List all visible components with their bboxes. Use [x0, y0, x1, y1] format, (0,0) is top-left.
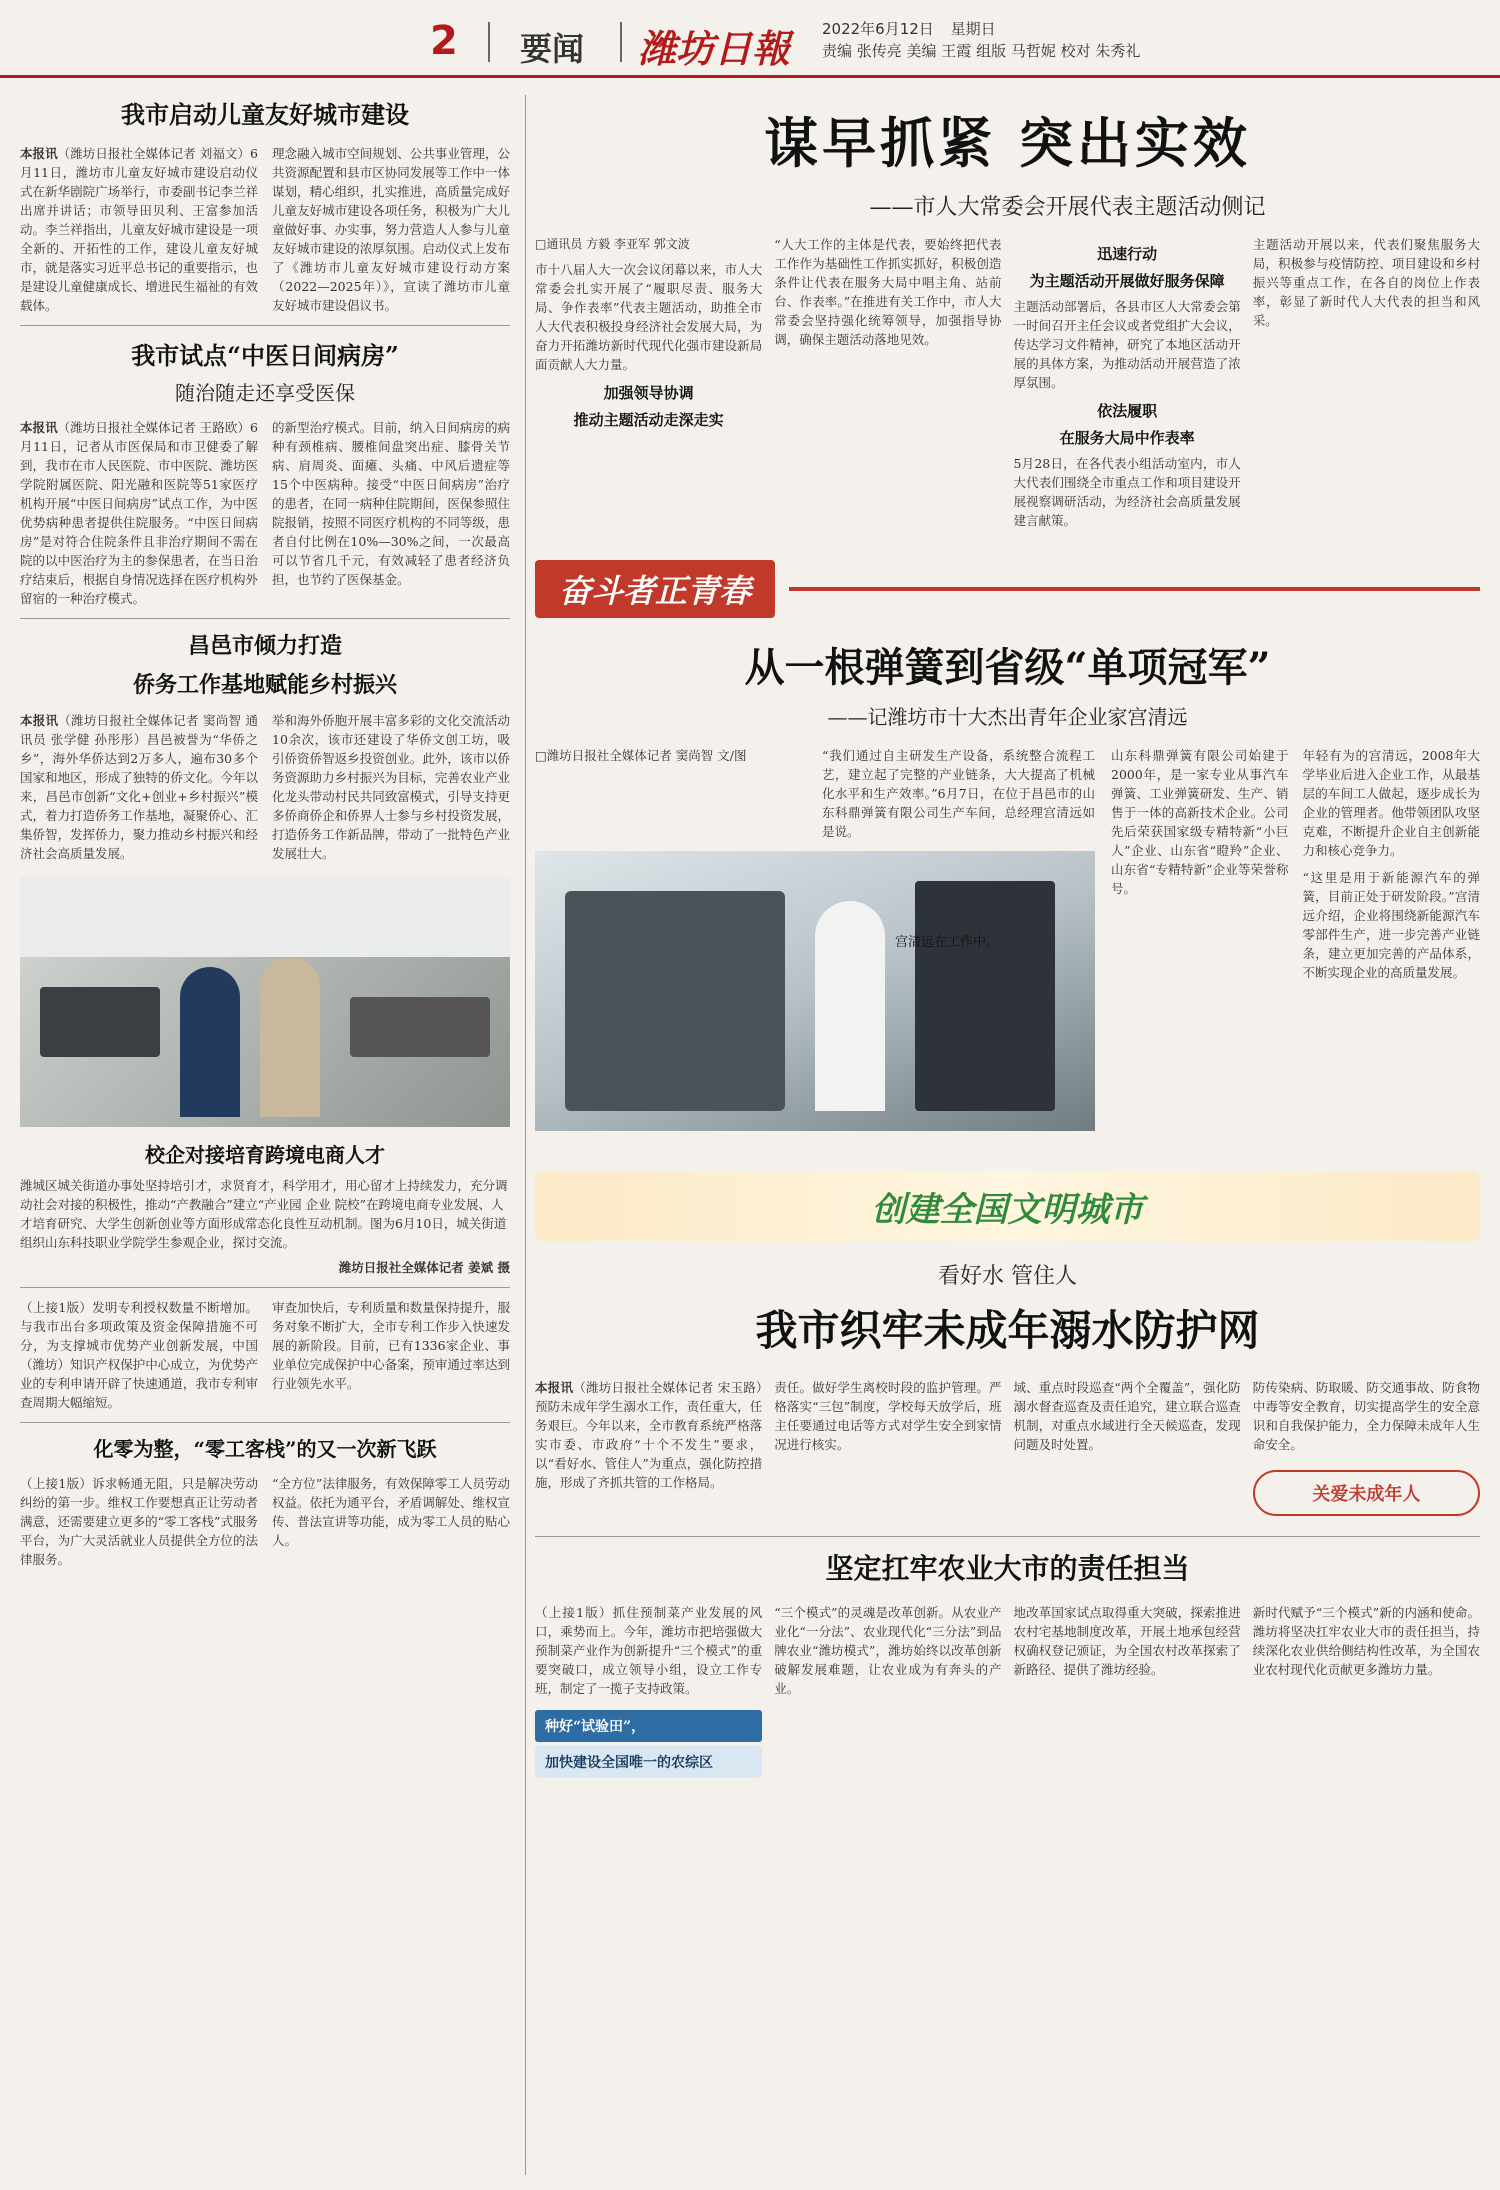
masthead	[0, 0, 1500, 78]
article-text-span: （潍坊日报社全媒体记者 宋玉路）预防未成年学生溺水工作，责任重大，任务艰巨。今年以来，全市教育系统严格落实市委、市政府“十个不发生”要求，以“看好水、管住人”为重点，强化防控措施，形成了齐抓共管的工作格局。	[535, 1380, 763, 1490]
section-heading: 为主题活动开展做好服务保障	[1029, 272, 1225, 290]
masthead-divider	[488, 22, 490, 62]
photo-desk	[350, 997, 490, 1057]
article-text: 市十八届人大一次会议闭幕以来，市人大常委会扎实开展了“履职尽责、服务大局、争作表率”代表主题活动，助推全市人大代表积极投身经济社会发展大局，为奋力开拓潍坊新时代现代化强市建设新局面贡献人大力量。	[535, 262, 763, 372]
article-text: （上接1版）抓住预制菜产业发展的风口，乘势而上。今年，潍坊市把培强做大预制菜产业作为创新提升“三个模式”的重要突破口，成立领导小组，设立工作专班，制定了一揽子支持政策。	[535, 1605, 763, 1696]
subheadline: ——市人大常委会开展代表主题活动侧记	[869, 195, 1266, 220]
news-photo	[535, 851, 1095, 1131]
article-gig-inn	[20, 1433, 510, 1569]
subheadline: ——记潍坊市十大杰出青年企业家宫清远	[827, 705, 1188, 729]
care-stamp: 关爱未成年人	[1253, 1470, 1480, 1516]
article-text-span: （潍坊日报社全媒体记者 刘福文）6月11日，潍坊市儿童友好城市建设启动仪式在新华剧院广场举行，市委副书记李兰祥出席并讲话；市领导田贝利、王富参加活动。李兰祥指出，儿童友好城市建设是一项全新的、开拓性的工作，建设儿童友好城市，就是落实习近平总书记的重要指示，也是建设儿童健康成长、增进民生福祉的有效载体。	[20, 146, 258, 313]
feature-col-4	[1253, 235, 1480, 530]
article-text: 主题活动开展以来，代表们聚焦服务大局，积极参与疫情防控、项目建设和乡村振兴等重点工作，在各自的岗位上作表率，彰显了新时代人大代表的担当和风采。	[1252, 237, 1480, 328]
photo-caption: 潍城区城关街道办事处坚持培引才，求贤育才，科学用才，用心留才上持续发力，充分调动社会对接的积极性，推动“产教融合”建立“产业园 企业 院校”在跨境电商专业发展、人才培育研究、大学生创新创业等方面形成常态化良性互动机制。图为6月10日，城关街道组织山东科技职业学院学生参观企业，探讨交流。	[20, 1178, 508, 1250]
article-text	[20, 711, 258, 863]
article-text: 年轻有为的宫清远，2008年大学毕业后进入企业工作，从最基层的车间工人做起，逐步成长为企业的管理者。他带领团队攻坚克难，不断提升企业自主创新能力和核心竞争力。	[1302, 748, 1480, 858]
headline: 坚定扛牢农业大市的责任担当	[825, 1552, 1190, 1585]
article-text: “三个模式”的灵魂是改革创新。从农业产业化“一分法”、农业现代化“三分法”到品牌农业“潍坊模式”，潍坊始终以改革创新破解发展难题，让农业成为有奔头的产业。	[774, 1605, 1002, 1696]
article-tcm-ward	[20, 336, 510, 608]
headline: 校企对接培育跨境电商人才	[145, 1143, 385, 1167]
article-text: “我们通过自主研发生产设备，系统整合流程工艺，建立起了完整的产业链条，大大提高了机械化水平和生产效率。”6月7日，在位于昌邑市的山东科鼎弹簧有限公司生产车间，总经理宫清远如是说。	[822, 748, 1095, 839]
headline: 从一根弹簧到省级“单项冠军”	[744, 644, 1271, 691]
section-heading: 推动主题活动走深走实	[573, 411, 724, 429]
tag-label: 加快建设全国唯一的农综区	[535, 1746, 762, 1778]
photo-person	[260, 957, 320, 1117]
subheadline: 随治随走还享受医保	[175, 381, 355, 405]
feature-col-1	[535, 235, 762, 530]
article-divider	[20, 325, 510, 326]
article-divider	[20, 1287, 510, 1288]
youth-right	[1111, 746, 1480, 1131]
feature-col-2	[774, 235, 1001, 530]
agri-col-1	[535, 1603, 762, 1778]
photo-caption: 宫清远在工作中。	[895, 935, 1000, 950]
headline: 我市织牢未成年溺水防护网	[755, 1306, 1260, 1355]
article-divider	[20, 1422, 510, 1423]
article-patent	[20, 1298, 510, 1412]
headline: 我市试点“中医日间病房”	[131, 341, 399, 370]
article-text: “这里是用于新能源汽车的弹簧，目前正处于研发阶段。”宫清远介绍，企业将围绕新能源汽车零部件生产，进一步完善产业链条，建立更加完善的产品体系，不断实现企业的高质量发展。	[1302, 870, 1480, 980]
issue-date: 2022年6月12日	[822, 20, 934, 38]
article-npc-feature	[535, 101, 1480, 530]
article-text	[535, 1378, 762, 1516]
tag-label: 种好“试验田”，	[535, 1710, 762, 1742]
byline: □潍坊日报社全媒体记者 窦尚智 文/图	[535, 748, 747, 763]
issue-weekday: 星期日	[950, 20, 996, 38]
article-text-span: （潍坊日报社全媒体记者 王路欧）6月11日，记者从市医保局和市卫健委了解到，我市在市人民医院、市中医院、潍坊医学院附属医院、阳光融和医院等51家医疗机构开展“中医日间病房”试点工作，为中医优势病种患者提供住院服务。“中医日间病房”是对符合住院条件且非治疗期间不需在院的以中医治疗为主的参保患者，在当日治疗结束后，根据自身情况选择在医疗机构外留宿的一种治疗模式。	[20, 420, 258, 606]
editor-credits: 责编 张传亮 美编 王霞 组版 马哲妮 校对 朱秀礼	[822, 42, 1141, 60]
headline: 化零为整，“零工客栈”的又一次新飞跃	[93, 1437, 437, 1461]
article-drowning-prevention	[535, 1171, 1480, 1516]
article-text: 的新型治疗模式。目前，纳入日间病房的病种有颈椎病、腰椎间盘突出症、膝骨关节病、肩周炎、面瘫、头痛、中风后遗症等15个中医病种。接受“中医日间病房”治疗的患者，在同一病种住院期间，医保参照住院报销，按照不同医疗机构的不同等级，患者自付比例在10%—30%之间，一次最高可以节省几千元，有效减轻了患者经济负担，也节约了医保基金。	[272, 420, 510, 587]
left-column	[20, 95, 510, 1569]
section-heading: 迅速行动	[1097, 245, 1158, 263]
section-heading: 加强领导协调	[603, 384, 694, 402]
article-text: 责任。做好学生离校时段的监护管理。严格落实“三包”制度，学校每天放学后，班主任要通过电话等方式对学生安全到家情况进行核实。	[774, 1380, 1002, 1452]
article-text: 举和海外侨胞开展丰富多彩的文化交流活动10余次，该市还建设了华侨文创工坊，吸引侨资侨智返乡投资创业。此外，该市以侨务资源助力乡村振兴为目标，完善农业产业化龙头带动村民共同致富模式，引导支持更多侨商侨企和侨界人士参与乡村投资发展，打造侨务工作新品牌，带动了一批特色产业发展壮大。	[272, 713, 510, 861]
byline: 本报讯	[20, 713, 59, 728]
section-heading: 依法履职	[1097, 402, 1158, 420]
article-ecommerce-photo	[20, 877, 510, 1277]
banner-rule	[789, 587, 1480, 591]
article-changyi-overseas	[20, 629, 510, 863]
civilization-banner	[535, 1171, 1480, 1241]
headline: 谋早抓紧 突出实效	[764, 111, 1251, 175]
photo-credit: 潍坊日报社全媒体记者 姜斌 摄	[338, 1260, 510, 1275]
article-text	[20, 418, 258, 608]
photo-machine	[915, 881, 1055, 1111]
article-children-city	[20, 95, 510, 315]
photo-machine	[565, 891, 785, 1111]
article-text: 域、重点时段巡查“两个全覆盖”，强化防溺水督查巡查及责任追究，建立联合巡查机制，对重点水域进行全天候巡查，发现问题及时处置。	[1013, 1380, 1241, 1452]
kicker: 看好水 管住人	[938, 1264, 1077, 1289]
photo-person	[180, 967, 240, 1117]
article-text: 5月28日，在各代表小组活动室内，市人大代表们围绕全市重点工作和项目建设开展视察调研活动，为经济社会高质量发展建言献策。	[1013, 456, 1241, 528]
news-photo	[20, 877, 510, 1127]
photo-person	[815, 901, 885, 1111]
section-name: 要闻	[520, 30, 585, 68]
page-number: 2	[430, 18, 458, 64]
column-divider	[525, 95, 526, 2175]
byline: 本报讯	[20, 146, 58, 161]
article-text: 理念融入城市空间规划、公共事业管理，公共资源配置和县市区协同发展等工作中一体谋划，精心组织，扎实推进，高质量完成好儿童友好城市建设各项任务，积极为广大儿童做好事、办实事，努力营造人人参与儿童友好城市建设的浓厚氛围。启动仪式上发布了《潍坊市儿童友好城市建设行动方案（2022—2025年）》，宣读了潍坊市儿童友好城市建设倡议书。	[272, 146, 510, 313]
photo-ceiling	[20, 877, 510, 957]
article-text: 主题活动部署后，各县市区人大常委会第一时间召开主任会议或者党组扩大会议，传达学习文件精神，研究了本地区活动开展的具体方案，为推动活动开展营造了浓厚氛围。	[1013, 299, 1241, 390]
article-text	[20, 144, 258, 315]
article-text: （上接1版）发明专利授权数量不断增加。与我市出台多项政策及资金保障措施不可分，为支撑城市优势产业创新发展，中国（潍坊）知识产权保护中心成立，为优势产业的专利申请开辟了快速通道，我市专利审查周期大幅缩短。	[20, 1300, 258, 1410]
byline: □通讯员 方毅 李亚军 郭文波	[535, 237, 690, 251]
section-heading: 在服务大局中作表率	[1059, 429, 1195, 447]
article-agriculture	[535, 1547, 1480, 1778]
column-banner: 奋斗者正青春	[535, 560, 775, 618]
article-divider	[535, 1536, 1480, 1537]
article-text: 新时代赋予“三个模式”新的内涵和使命。潍坊将坚决扛牢农业大市的责任担当，持续深化农业供给侧结构性改革，为全国农业农村现代化贡献更多潍坊力量。	[1252, 1605, 1480, 1677]
headline: 我市启动儿童友好城市建设	[121, 100, 409, 129]
article-youth-entrepreneur	[535, 560, 1480, 1131]
article-divider	[20, 618, 510, 619]
masthead-meta	[822, 18, 1140, 62]
masthead-divider	[620, 22, 622, 62]
right-column	[535, 95, 1480, 1778]
paper-logo: 潍坊日報	[638, 26, 791, 71]
feature-col-3	[1014, 235, 1241, 530]
headline: 昌邑市倾力打造	[187, 633, 342, 659]
article-text: 地改革国家试点取得重大突破，探索推进农村宅基地制度改革，开展土地承包经营权确权登记颁证，为全国农村改革探索了新路径、提供了潍坊经验。	[1013, 1605, 1241, 1677]
headline-line2: 侨务工作基地赋能乡村振兴	[132, 672, 397, 698]
article-text-span: （潍坊日报社全媒体记者 窦尚智 通讯员 张学健 孙彤彤）昌邑被誉为“华侨之乡”，海外华侨达到2万多人，遍布30多个国家和地区，形成了独特的侨文化。今年以来，昌邑市创新“文化+创业+乡村振兴”模式，着力打造侨务工作基地，凝聚侨心、汇集侨智，发挥侨力，聚力推动乡村振兴和经济社会高质量发展。	[20, 713, 258, 861]
article-text: 山东科鼎弹簧有限公司始建于2000年，是一家专业从事汽车弹簧、工业弹簧研发、生产、销售于一体的高新技术企业。公司先后荣获国家级专精特新“小巨人”企业、山东省“瞪羚”企业、山东省“专精特新”企业等荣誉称号。	[1111, 748, 1289, 896]
article-text: “全方位”法律服务，有效保障零工人员劳动权益。依托为通平台，矛盾调解处、维权宣传、普法宣讲等功能，成为零工人员的贴心人。	[272, 1476, 510, 1548]
article-text: “人大工作的主体是代表，要始终把代表工作作为基础性工作抓实抓好，积极创造条件让代表在服务大局中唱主角、站前台、作表率。”在推进有关工作中，市人大常委会坚持强化统筹领导，加强指导协调，确保主题活动落地见效。	[774, 237, 1002, 347]
civ-col-4	[1253, 1378, 1480, 1516]
photo-monitor	[40, 987, 160, 1057]
byline: 本报讯	[535, 1380, 574, 1395]
youth-left	[535, 746, 1095, 1131]
article-text: 防传染病、防取暖、防交通事故、防食物中毒等安全教育，切实提高学生的安全意识和自我保护能力，全力保障未成年人生命安全。	[1252, 1380, 1480, 1452]
article-text: 审查加快后，专利质量和数量保持提升，服务对象不断扩大，全市专利工作步入快速发展的新阶段。目前，已有1336家企业、事业单位完成保护中心备案，预审通过率达到行业领先水平。	[272, 1300, 510, 1391]
banner-title: 创建全国文明城市	[871, 1189, 1144, 1230]
byline: 本报讯	[20, 420, 58, 435]
article-text: （上接1版）诉求畅通无阻，只是解决劳动纠纷的第一步。维权工作要想真正让劳动者满意，还需要建立更多的“零工客栈”式服务平台，为广大灵活就业人员提供全方位的法律服务。	[20, 1476, 258, 1567]
